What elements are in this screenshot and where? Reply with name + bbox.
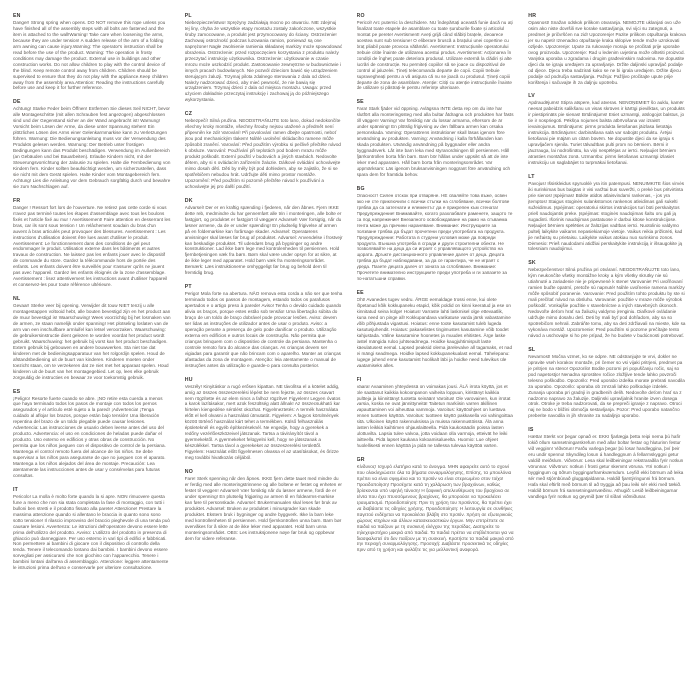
warning-text: Nebezpečí! Silná pružina. NEODSTRAŇUJTE toto lano, dokud nedokončíte všechny kroky montáže, všechny šrouby nejsou utažené a předmět není připevněn ke zdi! Varování! Při povolování ramen dbejte opatrnosti, neboť jsou pod mechanickým tlakem! Náhlé uvolnění skládacího ramene může způsobit zranění. Varování: Před použitím výrobku si pečlivě přečtěte návod k obsluze. Varování: Používání při teplotách pod bodem mrazu může produkt poškodit. Externí použití v budovách a jiných stavbách. Nedovolte dětem, aby si s ovládacím zařízením žaluzie. Dálkové ovládání uchovávejte mimo dosah dětí. Děti by měly být pod dohledem, aby se zajistilo, že si se spotřebičem nebudou hrát. Udržujte děti mimo prostor montáže. Upozornění: Před použitím si pozorně přečtěte návod k používání a uchovávejte jej pro další použití. xyxy=(184,118,341,189)
language-section-hu xyxy=(185,377,343,461)
language-section-pl xyxy=(185,13,343,103)
language-code-label: PL xyxy=(184,13,192,19)
language-section-sl xyxy=(528,347,686,419)
language-section-se xyxy=(357,99,515,177)
warning-text: Hætta! Sterkt vor þegar opnað er. EKKI fjarlægja þetta reipi nema þú hafir lokið öllum samsetningarskrefum með allar boltar festar og hluturinn festur við vegginn! Viðvörun! Farðu varlega þegar þú losar handleggina, því þeir eru undir spennu! Skyndileg losun á handleggnum á fellarmskyggni getur valdið meiðslum. Viðvörun: Lesa skal leiðbeiningar rekstraraðila fyrir notkun vörunnar. Viðvörun: notkun í frosti getur skemmt vöruna. Ytri notkun í byggingum og öðrum byggingarframkvæmdum. Leyfið ekki börnum að leika sér með stjórnbúnað gluggatjaldanna. Haldið fjarstýringunni frá börnum. Hafa skal eftirlit með börnum til að tryggja að þau leiki sér ekki með tækið. Haldið börnum frá samsetningarsvæðinu. Athugið: Lesið leiðbeiningarnar vandlega fyrir notkun og geymið þær til síðari viðmiðunar. xyxy=(528,434,684,499)
language-section-dk xyxy=(185,198,343,276)
column-1 xyxy=(13,13,171,690)
warning-text: Κίνδυνος! Ισχυρό ελατήριο κατά το άνοιγμα. ΜΗΝ αφαιρείτε αυτό το σχοινί που ολοκληρώσετε όλα τα βήματα συναρμολόγησης, Επίσης, τα μπουλόνια πρέπει να είναι σφιγμένα και το προϊόν να είναι στερεωμένο στον τοίχο! Προειδοποίηση! Προσέχετε κατά τη χαλάρωση των βραχιόνων, καθώς βρίσκονται υπό υψηλή τάνυση! Η ξαφνική απελευθέρωση του βραχίονα σε τέντα που έχει πτυσσόμενους βραχίονες, θα μπορούσε να προκαλέσει τραυματισμό. Προειδοποίηση: Πριν τη χρήση του προϊόντος, θα πρέπει έχει να διαβάσετε τις οδηγίες χρήσης. Προειδοποίηση: Η λειτουργία σε συνθήκες παγετού ενδέχεται να προκαλέσει βλάβη στο προϊόν. Χρήση σε εξωτερικούς χώρους κτηρίων και άλλων κατασκευαστικών έργων. Μην επιτρέπετε σε παιδιά να παίζουν με τη συσκευή ελέγχου της περσίδας. Διατηρείτε το τηλεχειριστήριο μακριά από παιδιά. Τα παιδιά πρέπει να επιβλέπονται για να διασφαλιστεί ότι δεν παίζουν με τη συσκευή. Κρατήστε τα παιδιά μακριά από την περιοχή συναρμολόγησης. Προσοχή: Διαβάστε προσεκτικά τις οδηγίες πριν από τη χρήση και φυλάξτε τις για μελλοντική αναφορά. xyxy=(356,464,514,553)
language-code-label: EN xyxy=(13,13,21,19)
language-section-it xyxy=(13,487,171,571)
warning-text: Nevarnost! Močna vzmet, ko se odpre. NE odstranjujte te vrvi, dokler ne opravite vseh korakov montaže, pri čemer so vsi vijaki pritrjeni, predmet pa je pritrjen na steno! Opozorilo! Bodite pozorni pri popuščanju ročic, saj so pod napetostjo! Nenadna sprostitev ročice zložljive tende lahko povzroči telesno poškodbo. Opozorilo: Pred uporabo izdelka morate prebrati navodila za uporabo. Opozorilo: uporaba ob zmrzali lahko poškoduje izdelek. Zunanja uporaba pri gradnji in gradbenih delih. Nedovoľte deťom hrať sa z nadzorno napravo za žaluzije. Daljinski upravljalnik hranite izven dosega otrok. Otroke je treba nadzorovati, da se prepreči igranje z napravo. Otroci naj ne bodo v bližini območja sestavljanja. Pozor: Pred uporabo natančno preberite navodila in jih shranite za nadaljnjo uporabo. xyxy=(528,353,685,419)
language-code-label: SK xyxy=(528,260,536,267)
warning-text: Apdraudējums! Stipra atspere, kad atveras. NENOŅEMIET šo auklu, kamēr neesat pabeidzis salikšanu un visas skrūves ir kārtīgi pievilktas, un produkts ir piestiprināts pie sienas! Brīdinājums! Esiet uzmanīgi, atslogojot balstus, jo tie ir nospriegoti. Pēkšņa nojumes balsta atbrīvošana var izraisīt ievainojumus. Brīdinājums: pirms produkta lietošanas jāizlasa lietotāja instrukcija. Brīdinājums: darbināšana salā var sabojāt produktu. Ārējai lietošanai pie mājām un citām būvēm. Ne dopustite djeci da se igraju s upravljačem sjenila. Turiet tālvadības pulti prom no bērniem. Bērni ir jāuzrauga, lai nodrošinātu, ka viņi nespēlējas ar ierīci. Neļaujiet bērniem atrasties montāžas zonā. Uzmanību: pirms lietošanas uzmanīgi izlasiet instrukciju un saglabājiet to turpmākai lietošanai. xyxy=(528,100,685,166)
language-section-ro xyxy=(357,13,515,91)
warning-text: Veszély! Kinyitáskor a rugó erősen kipattan. NE távolítsa el a kötelet addig, amíg az összes összeszerelési lépést be nem fejezte, az összes csavart nem rögzítette és az elem nincs a falhoz rögzítve! Figyelem! Legyen óvatos a karok lazításakor, mert azok feszültség alatt állnak! Az összecsukható kar hirtelen kiengedése sérülést okozhat. Figyelmeztetés: A termék használata előtt el kell olvasni a használati útmutatót. Figyelem: A fagyos körülmények között történő használat kárt tehet a termékben. Külső felhasználás épületeknél és egyéb építkezéseknél. Ne engedje, hogy a gyerekek a redőny vezérlőeszközeivel játszanak. Tartsa a távirányítót távol a gyermekektől. A gyermekeket felügyelni kell, hogy ne játsszanak a készülékkel. Tartsa távol a gyerekeket az összeszerelési területtől. Figyelem: Használat előtt figyelmesen olvassa el az utasításokat, és őrizze meg további hivatkozás céljából. xyxy=(184,383,341,461)
warning-text: Fare! Sterk spenning når den åpnes. IKKE fjern dette tauet med mindre du er ferdig med alle monteringstrinnene og alle boltene er festet og enheten er festet til veggen! Advarsel! Vær forsiktig når du løsner armene, fordi de er under spenning! En plutselig frigjøring av armen til en foldearms-markise kan føre til personskade. Advarsel: Brukermanualen skal leses før bruk av produktet. Advarsel: Bruken av produktet i minusgrader kan skade produktet. Ekstern bruk i bygninger og andre byggverk. Ikke la barn leke med kontrollenheten til persiennen. Hold fjernkontrollen unna barn. Barn bør overvåkes for å sikre at de ikke leker med apparatet. Hold barn unna monteringsområdet. OBS: Les instruksjonene nøye før bruk og oppbevar dem for videre referanse. xyxy=(184,476,342,541)
language-section-es xyxy=(13,389,171,479)
language-section-sk xyxy=(528,260,686,338)
language-section-gr xyxy=(357,457,515,553)
warning-text: Опасност! Силен отскок при отваряне. НЕ сваляйте това въже, освен ако не сте приключили с всички стъпки на сглобяване, всички болтове трябва да са затегнати и елементът да е прикрепен към стената! Предупреждение! Внимавайте, когато разхлабвате раменете, защото те са под напрежение! Внезапното освобождаване на рамо на сгъваема тента може да причини нараняване. Внимание: Инструкциите за ползване трябва да бъдат прочетени преди употребата на продукта. Предупреждение: Работата в студени условия може да повреди продукта. Външна употреба в сгради и други строителни обекти. Не позволявайте на деца да си играят с управляващото устройство на щората. Дръжте дистанционното управление далеч от деца. Децата трябва да бъдат наблюдавани, за да се гарантира, че не играят с уреда. Пазете децата далеч от зоната за сглобяване. Внимание: Прочетете внимателно инструкциите преди употреба и ги запазете за по-нататъшни справки. xyxy=(356,192,513,282)
language-code-label: ES xyxy=(13,388,21,395)
language-section-is xyxy=(528,427,686,499)
language-code-label: LT xyxy=(528,173,535,180)
language-section-bg xyxy=(357,186,515,282)
warning-text: Danger! Strong spring when opens. DO NOT remove this rope unless you have finished all of the assembly steps with all bolts are fastened and the item is attached to the wall!Warning! Take care when loosening the arms, because they are under tension! A sudden release of the arm of a folding arm awning can cause injury.Warning: The operator's instruction shall be read before the use of the product. Warning: The operation in frosty conditions may damage the product. External use in buildings and other construction works. Do not allow children to play with the control device of the blind. Keep remote control away from children. Children should be supervised to ensure that they do not play with the appliance.Keep children away from the assembly area.Attention: Reading the instructions carefully before use and keep it for further reference. xyxy=(13,20,168,91)
language-code-label: EE xyxy=(356,290,364,297)
warning-text: Pericol! Arc puternic la deschidere. NU îndepărtați această funie dacă nu ați finalizat toate etapele de asamblare cu toate șuruburile fixate și articolul montat pe perete! Avertisment! Aveți grijă când slăbiți brațele, deoarece acestea sunt sub tensiune! O eliberare bruscă a brațului unei copertine cu braț pliabil poate provoca vătămări. Avertisment: Instrucțiunile operatorului trebuie citite înainte de utilizarea acestui produs. Avertisment: Acționarea în condiții de îngheț poate deteriora produsul. Utilizare externă la clădiri și alte lucrări de construcție. Nu permiteți copiilor să se joace cu dispozitivul de control al jaluzelei. Țineți telecomanda departe de copii. Copiii trebuie supravegheați pentru a vă asigura că nu se joacă cu produsul. Țineți copiii departe de zona de asamblare. Atenție: Citiți cu atenție instrucțiunile înainte de utilizare și păstrați-le pentru referințe ulterioare. xyxy=(356,20,513,91)
language-section-de xyxy=(13,99,171,189)
warning-text: Opasnost! Snažan odskok prilikom otvaranja. NEMOJTE uklanjati ovo uže osim ako niste dovršili sve korake sastavljanja, svi vijci su zategnuti, a predmet je pričvršćen na zid! Upozorenje! Pazite prilikom otpuštanja krakova jer su napeti! Iznenadno otpuštanje kraka sklopive tende može uzrokovati ozljede. Upozorenje: Upute za rukovanje moraju se pročitati prije uporabe ovog proizvoda. Upozorenje: Rad u ledenim uvjetima može oštetiti proizvod. Vanjska uporaba u zgradama i drugim građevinskim radovima. Ne dopustite djeci da se igraju uređajem za upravljanje. Držite daljinski upravljač podalje od djece. Djecu treba nadzirati kako se ne bi igrala uređajem. Držite djecu podalje od područja sastavljanja. Pažnja: Pažljivo pročitajte upute prije korištenja i sačuvajte ih za daljnju upotrebu. xyxy=(528,20,686,85)
warning-text: Gevaar! Sterke veer bij opening. Verwijder dit touw NIET tenzij u alle montagestappen voltooid hebt, alle bouten bevestigd zijn en het product aan de muur bevestigd is! Waarschuwing! Wees voorzichtig bij het losmaken van de armen, ze staan namelijk onder spanning! Het plotseling loslaten van de arm van een inschuifbare armluifel kan letsel veroorzaken. Waarschuwing: de gebruikersinstructie dient gelezen te worden voordat het product wordt gebruikt. Waarschuwing: het gebruik bij vorst kan het product beschadigen. Extern gebruik bij gebouwen en andere bouwwerken. Sta niet toe dat kinderen met de bedieningsapparatuur van het rolgordijn spelen. Houd de afstandsbediening uit de buurt van kinderen. Kinderen moeten onder toezicht staan, om te verzekeren dat ze niet met het apparaat spelen. Houd kinderen uit de buurt van het montagegebied. Let op, lees elke gebruik zorgvuldig de instructies en bewaar ze voor toekomstig gebruik. xyxy=(13,303,171,380)
language-section-pt xyxy=(185,284,343,368)
language-section-no xyxy=(185,469,343,541)
language-code-label: GR xyxy=(356,457,365,464)
warning-text: Pericolo! La molla è molto forte quando la si apre. NON rimuovere questa fune a meno che non sia stata completata la fase di montaggio, con tutti i bulloni ben stretti e il prodotto fissato alla parete! Attenzione! Prestare la massima attenzione quando si allentano le braccia in quanto sono sono sotto tensione! Il rilascio improvviso del braccio pieghevole di una tenda può causare lesioni. Avvertenza: Le istruzioni dell'operatore devono essere lette prima dell'utilizzo del prodotto. Avviso: L'utilizzo del prodotto in presenza di ghiaccio può danneggiare. Per uso esterno in vari tipi di edifici e fabbricati. Non permettere ai bambini di giocare con il dispositivo di controllo della tenda. Tenere il telecomando lontano dai bambini. I bambini devono essere sorvegliati per assicurarsi che non giochino con l'apparecchio. Tenere i bambini lontani dall'area di assemblaggio. Attenzione: leggere attentamente le istruzioni prima dell'uso e conservarle per ulteriore consultazione. xyxy=(13,493,170,571)
language-code-label: PT xyxy=(184,284,192,291)
language-code-label: LV xyxy=(528,93,535,100)
language-section-nl xyxy=(13,296,171,380)
warning-text: ¡Peligro! Resorte fuerte cuando se abre. ¡NO retire esta cuerda a menos que haya terminado todos los pasos de montaje con todos los pernos asegurados y el artículo esté sujeto a la pared! ¡Advertencia! ¡Tenga cuidado al aflojar los brazos, porque están bajo tensión! Una liberación repentina del brazo de un toldo plegable puede causar lesiones. Advertencia: Las instrucciones de usuario deben leerse antes del uso del producto. Advertencia: el uso en condiciones de heladas puede dañar el producto. Uso externo en edificios y otras obras de construcción. No permita que los niños jueguen con el dispositivo de control de la persiana. Mantenga el control remoto fuera del alcance de los niños. Se debe supervisar a los niños para asegurarse de que no jueguen con el aparato. Mantenga a los niños alejados del área de montaje. Precaución: Lea atentamente las instrucciones antes de usar y consérvelas para futuras consultas. xyxy=(13,395,166,478)
column-3 xyxy=(357,13,515,690)
language-section-lv xyxy=(528,93,686,165)
language-code-label: DE xyxy=(13,99,21,106)
text-columns xyxy=(13,13,686,690)
warning-text: Vaara! Avaamisen yhteydessä on voimakas jousi. ÄLÄ irrota köyttä, jos et ole saattanut kaikkia kokoonpanon vaiheita loppuun, kiristänyt kaikkia pultteja ja kiinnittänyt tuotetta seinään! Varoitus! Ole varovainen, kun irrotat varsia, koska ne ovat jännittyneitä! Taitetun markiisin varren äkillinen vapauttaminen voi aiheuttaa vammoja. Varoitus: käyttöohjeet on luettava ennen tuotteen käyttöä. Varoitus: tuotteen käyttö pakkasella voi vahingoittaa sitä. Ulkoinen käyttö rakennuksissa ja muissa rakennustöissä. Älä anna lasten leikkiä kaihtimen ohjauslaitteella. Pidä kaukosäädin poissa lasten ulottuvilta. Lapsia tulee valvoa, jotta voidaan olla varmoja, etteivät he leiki laitteella. Pidä lapset kaukana kokoamisalueelta. Huomio: Lue ohjeet huolellisesti ennen käyttöä ja pidä ne tallessa tulevaa käyttöä varten. xyxy=(356,383,513,449)
language-code-label: HR xyxy=(528,13,537,19)
column-2 xyxy=(185,13,343,690)
language-code-label: RO xyxy=(356,13,365,19)
warning-text: Niebezpieczeństwo! Sprężyny zadziałają mocno po otwarciu. NIE zdejmuj tej liny, chyba że wszystkie etapy montażu zostały zakończone, wszystkie śruby zamocowane, a produkt jest przymocowany do ściany. Ostrzeżenie! Zachowaj ostrożność podczas luzowania ramion, ponieważ są one naprężone! Nagłe zwolnienie ramienia składanej markizy może spowodować obrażenia. Ostrzeżenie: przed rozpoczęciem korzystania z produktu należy przeczytać instrukcję użytkownika. Ostrzeżenie: użytkowanie w czasie mrozu może uszkodzić produkt. Zastosowanie zewnętrzne w budownictwie i innych pracach budowlanych. Nie pozwól dzieciom bawić się urządzeniem sterującym żaluzji. Trzymaj pilota zdalnego sterowania z dala od dzieci. Należy nadzorować dzieci, aby mieć pewność, że nie bawią się urządzeniem. Trzymaj dzieci z dala od miejsca montażu. Uwaga: przed użyciem dokładnie przeczytaj instrukcję i zachowaj ją do późniejszego wykorzystania. xyxy=(184,20,343,103)
language-code-label: IT xyxy=(13,486,19,493)
language-section-cz xyxy=(185,111,343,189)
language-section-hr xyxy=(528,13,686,85)
warning-text: Oht! Avanedes tugev vedru. ÄRGE eemaldage trossi enne, kui olete lõpetanud kõik kokkupaneku etapid, kõik poldid on kinni keeratud ja ese on kinnitatud seina külge! Hoiatus! Varraste lahti laskmisel olge ettevaatlik, kuna need on pinge all! Kokkupandava varikatuse varda järsk vabastamine võib põhjustada vigastusi. Hoiatus: enne toote kasutamist tuleb lugeda kasutusjuhendit. Hoiatus: pakaselistes tingimustes kasutamine võib toodet kahjustada. Väline kasutamine hoonetes ja muudes ehitistes. Ärge laske lastel mängida ruloo juhtseadmega. Hoidke kaugjuhtimispult laste käeulatusest eemal. Lapsed peaksid olema järelevalve all tagamaks, et nad ei mängi seadmega. Hoidke lapsed kokkupanekualast eemal. Tähelepanu: lugege juhend enne kasutamist hoolikalt läbi ja hoidke need tulevikus üle vaatamiseks alles. xyxy=(356,297,513,368)
language-section-en xyxy=(13,13,171,91)
language-code-label: SE xyxy=(356,99,364,106)
warning-text: Fara! Stark fjäder vid öppning. Avlägsna INTE detta rep om du inte har slutfört alla monteringssteg med alla bultar åtdragna och produkten har fästs till väggen! Varning! Var försiktig när du lossar armarna, eftersom de är under spänning! En plötslig frigivning av den fällbara armen kan orsaka personskada. Varning: Operatörens instruktioner skall läsas igenom före användning av produkten. Varning: Användning i kalla förhållanden kan skada produkten. Utvändig användning på byggnader eller andra byggnadsverk. Låt inte barn leka med styranordningen till persiennen. Håll fjärrkontrollen borta från barn. Barn bör hållas under uppsikt så att de inte leker med apparaten. Håll barn borta från monteringsområdet. Var uppmärksam: Läs igenom bruksanvisningen noggrant före användning och spara dem för framtida behov. xyxy=(356,106,514,177)
language-code-label: NO xyxy=(184,469,193,475)
language-code-label: CZ xyxy=(184,111,193,118)
warning-text: Pavojus! Išsiskleidus spyruoklė yra itin patempusi. NENUIMKITE šios virvės iki surinkimas bus baigtas ir visi varžtai bus suveržti, o prekė bus pritvirtinta prie sienos! Įspėjimas! Būkite atidūs atlaisvindami rankenas, - jos yra įtemptos! Staigus stoginės sulankstomos rankenos atleidimas gali sukelti sužeidimus. Įspėjimas: operatoriui skirtos instrukcijos turi būti perskaitytos prieš naudojantis preke. Įspėjimas: stoginės naudojimas šaltu oru gali ją sugadinti. Išorinis naudojimas pastatuose ir darbui kitose konstrukcijose. Neļaujiet bērniem spēlēties ar žalūzijas vadības ierīci. Nuotolinio valdymo pultelį laikykite vaikams nepasiekiamoje vietoje. Vaikus reikia prižiūrėti, kad jie nežaistų su prietaisu. Laikykite vaikus atokiau nuo surinkimo zonos. Dėmesio: Prieš naudodami atidžiai perskaitykite instrukciją ir išsaugokite ją tolesniam naudojimui. xyxy=(528,180,685,252)
column-4 xyxy=(528,13,686,690)
language-section-ee xyxy=(357,290,515,368)
warning-text: Danger ! Ressort fort lors de l'ouverture. Ne retirez pas cette corde si vous n'avez pas terminé toutes les étapes d'assemblage avec tous les boulons fixés et l'article fixé au mur ! Avertissement! Faire attention en desserrant les bras, car ils sont sous tension ! Un relâchement soudain du bras d'un auvent à bras articulés peut provoquer des blessures. Avertissement : Les instructions d'utilisation doivent être lues avant d'utiliser le produit. Avertissement: Le fonctionnement dans des conditions de gel peut endommager le produit. Utilisation externe dans les bâtiments et autres travaux de construction. Ne laissez pas les enfants jouer avec le dispositif de commande du store. Gardez la télécommande hors de portée des enfants. Les enfants doivent être surveillés pour s'assurer qu'ils ne jouent pas avec l'appareil. Gardez les enfants éloignés de la zone d'assemblage. Avertissement : lisez attentivement les instructions avant d'utiliser l'appareil et conservez-les pour toute référence ultérieure. xyxy=(13,204,171,288)
language-code-label: FR xyxy=(13,197,21,204)
language-code-label: IS xyxy=(528,427,534,434)
language-code-label: NL xyxy=(13,296,21,303)
language-section-fr xyxy=(13,198,171,288)
language-code-label: BG xyxy=(356,185,365,192)
warning-text: Achtung! Starke Feder beim Öffnen! Entfernen Sie dieses Seil NICHT, bevor alle Montageschritte (mit allen Schrauben fest angezogen) abgeschlossen sind und der Gegenstand sicher an der Wand angebracht ist! Warnung! Vorsicht beim Lösen der Arme, da diese unter Spannung stehen! Ein plötzliches Lösen des Arms einer Gelenkarmmarkise kann zu Verletzungen führen. Warnung: Die Bedienungsanleitung muss vor der Verwendung des Produkts gelesen werden. Warnung: Der Betrieb unter frostigen Bedingungen kann das Produkt beschädigen. Verwendung im Außenbereich (an Gebäuden und bei Bauarbeiten). Erlaube Kindern nicht, mit der Steuerungsvorrichtung der Jalousie zu spielen. Halte die Fernbedienung von Kindern fern. Kinder sollten beaufsichtigt werden, um sicherzustellen, dass sie nicht mit dem Gerät spielen. Halte Kinder vom Montagebereich fern. Achtung! Lies die Anleitung vor dem Gebrauch sorgfältig durch und bewahre sie zum Nachschlagen auf. xyxy=(13,106,171,189)
warning-text: Nebezpečenstvo! Silná pružina pri otváraní. NEODSTRAŇUJTE toto lano, kým neukončíte všetky montážne kroky a kým všetky skrutky nie sú utiahnuté a zariadenie nie je pripevnené k stene! Varovanie! Pri uvoľňovaní ramien buďte opatrní, pretože sú napnuté! Náhle uvoľnenie ramena markízy môže spôsobiť poranenie. Varovanie: Pred použitím tohto produktu by ste si mali prečítať návod na obsluhu. Varovanie: použitie v mraze môže výrobok poškodiť. Vonkajšie použitie v stavebníctve a iných stavebných úkonoch. Nedovoľte deťom hrať sa žaliuzių valdymo įrenginiu. Diaľkové ovládanie udržujte mimo dosahu detí. Deti by mali byť pod dohľadom, aby sa so spotrebičom nehrali. Zabráňte tomu, aby sa deti zdržiavali na mieste, kde sa vykonáva montáž. Upozornenie: Pred použitím si pozorne prečítajte tento návod a uschovajte si ho pre prípad, že ho budete v budúcnosti potrebovať. xyxy=(528,267,686,338)
warning-text: Perigo! Mola forte na abertura. NÃO remova esta corda a não ser que tenha terminado todos os passos de montagem, estando todos os parafusos apertados e o artigo preso à parede! Aviso! Tenha o devido cuidado quando alivia os braços, porque estes estão sob tensão! Uma libertação súbita do braço de um toldo de braço dobrável pode provocar lesões. Aviso: devem ser lidas as instruções de utilizador antes de usar o produto. Aviso: a operação perante a presença de gelo pode danificar o produto. Utilização externa em edifícios e outros locais de construção. Não permita que crianças brinquem com o dispositivo de controle da persiana. Mantenha o controle remoto fora do alcance das crianças. As crianças devem ser vigiadas para garantir que não brincam com o aparelho. Manter as crianças afastadas da zona de montagem. Atenção: leia atentamente o manual de instruções antes da utilização e guarde-o para consulta posterior. xyxy=(184,291,343,368)
language-section-fi xyxy=(357,377,515,449)
language-code-label: HU xyxy=(184,376,193,383)
language-section-lt xyxy=(528,174,686,252)
language-code-label: FI xyxy=(356,376,362,383)
warning-text: Advarsel! Der er en kraftig spænding i fjederen, når den åbnes. Fjern IKKE dette reb, medmindre du har gennemført alle trin i monteringen, alle bolte er fastgjort, og produktet er fastgjort til væggen! Advarsel! Vær forsigtig, når du løsner armene, da de er under spænding! En pludselig frigivelse af armen på en foldemarkise kan forårsage skader. Advarsel: Operatørens anvisninger skal læses før brug af produktet. Advarsel: Anvendelse i frostvejr kan beskadige produktet. Til udendørs brug på bygninger og andre konstruktioner. Lad ikke børn lege med kontrolenheden til persiennen. Hold fjernbetjeningen væk fra børn. Børn skal være under opsyn for at sikre, at de ikke leger med apparatet. Hold børn væk fra monteringsområdet. Bemærk: Læs instruktionerne omhyggeligt før brug og behold dem til fremtidig brug. xyxy=(184,204,343,276)
language-code-label: SL xyxy=(528,346,536,353)
language-code-label: DK xyxy=(184,197,193,204)
